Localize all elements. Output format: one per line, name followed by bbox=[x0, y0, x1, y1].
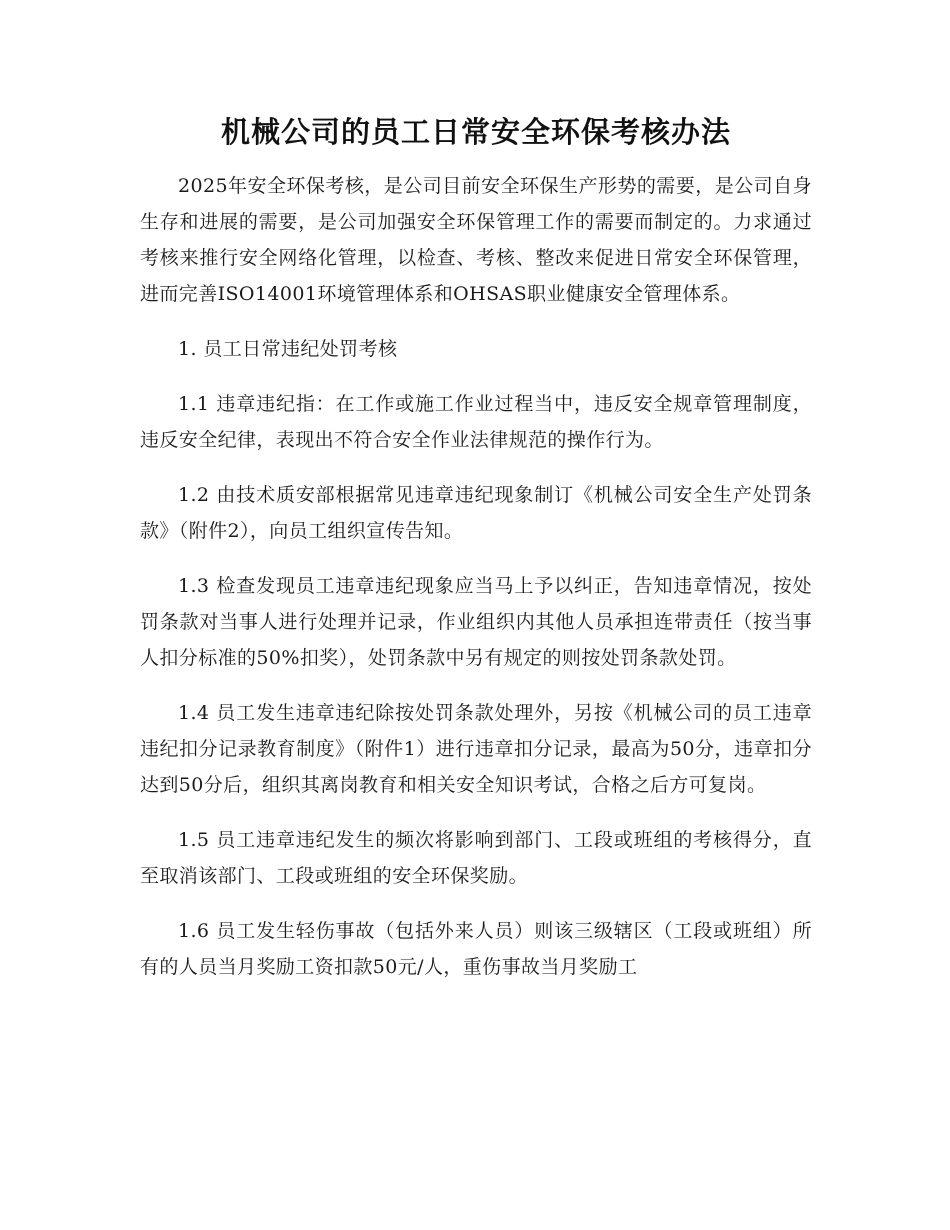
clause-1-3: 1.3 检查发现员工违章违纪现象应当马上予以纠正，告知违章情况，按处罚条款对当事人进行处理并记录，作业组织内其他人员承担连带责任（按当事人扣分标准的50%扣奖），处罚条款中另有规定的则按处罚条款处罚。 bbox=[140, 575, 812, 669]
document-title: 机械公司的员工日常安全环保考核办法 bbox=[220, 115, 731, 149]
clause-1-4: 1.4 员工发生违章违纪除按处罚条款处理外，另按《机械公司的员工违章违纪扣分记录教育制度》（附件1）进行违章扣分记录，最高为50分，违章扣分达到50分后，组织其离岗教育和相关安全知识考试，合格之后方可复岗。 bbox=[140, 702, 812, 796]
document-page bbox=[140, 112, 812, 1004]
clause-1-2: 1.2 由技术质安部根据常见违章违纪现象制订《机械公司安全生产处罚条款》（附件2），向员工组织宣传告知。 bbox=[140, 484, 812, 542]
clause-1-5: 1.5 员工违章违纪发生的频次将影响到部门、工段或班组的考核得分，直至取消该部门、工段或班组的安全环保奖励。 bbox=[140, 829, 812, 887]
clause-1-1: 1.1 违章违纪指：在工作或施工作业过程当中，违反安全规章管理制度，违反安全纪律，表现出不符合安全作业法律规范的操作行为。 bbox=[140, 393, 812, 451]
intro-paragraph: 2025年安全环保考核，是公司目前安全环保生产形势的需要，是公司自身生存和进展的需要，是公司加强安全环保管理工作的需要而制定的。力求通过考核来推行安全网络化管理，以检查、考核、整改来促进日常安全环保管理，进而完善ISO14001环境管理体系和OHSAS职业健康安全管理体系。 bbox=[140, 175, 812, 305]
clause-1-6: 1.6 员工发生轻伤事故（包括外来人员）则该三级辖区（工段或班组）所有的人员当月奖励工资扣款50元/人，重伤事故当月奖励工 bbox=[140, 920, 812, 978]
section-heading: 1. 员工日常违纪处罚考核 bbox=[178, 338, 398, 360]
